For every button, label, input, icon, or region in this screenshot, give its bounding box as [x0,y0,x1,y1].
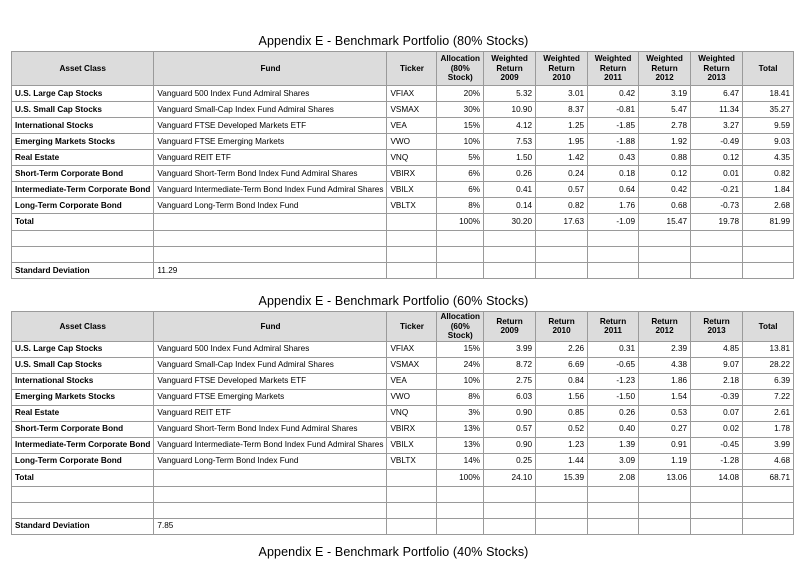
cell-return-2011: -0.81 [588,102,639,118]
table-row [12,166,794,182]
col-return-2012: Return 2012 [639,312,691,342]
table-row [12,421,794,437]
cell-fund: Vanguard FTSE Emerging Markets [154,134,387,150]
cell-return-2010: 1.42 [536,150,588,166]
cell-ticker [387,469,437,486]
col-allocation: Allocation (60% Stock) [437,312,484,342]
cell-ticker: VEA [387,373,437,389]
blank-cell [743,486,794,502]
cell-ticker: VBLTX [387,453,437,469]
cell-return-2010: 0.82 [536,198,588,214]
cell-return-2009: 0.90 [484,405,536,421]
std-dev-value: 7.85 [154,518,387,534]
cell-return-2011: 0.26 [588,405,639,421]
col-fund: Fund [154,52,387,86]
cell-allocation: 6% [437,166,484,182]
std-dev-label: Standard Deviation [12,263,154,279]
cell-return-2012: 0.53 [639,405,691,421]
cell-asset-class: Short-Term Corporate Bond [12,166,154,182]
cell-total: 2.68 [743,198,794,214]
blank-cell [588,247,639,263]
cell-total: 7.22 [743,389,794,405]
blank-cell [437,518,484,534]
cell-allocation: 100% [437,469,484,486]
cell-return-2009: 0.26 [484,166,536,182]
cell-return-2010: 0.52 [536,421,588,437]
cell-return-2009: 0.57 [484,421,536,437]
cell-ticker: VFIAX [387,341,437,357]
cell-fund: Vanguard Long-Term Bond Index Fund [154,198,387,214]
cell-total: 4.68 [743,453,794,469]
cell-return-2010: 0.84 [536,373,588,389]
cell-ticker: VBIRX [387,166,437,182]
blank-cell [12,231,154,247]
cell-return-2009: 30.20 [484,214,536,231]
cell-asset-class: Emerging Markets Stocks [12,134,154,150]
cell-allocation: 3% [437,405,484,421]
table-row [12,86,794,102]
cell-return-2012: 13.06 [639,469,691,486]
cell-fund: Vanguard FTSE Developed Markets ETF [154,373,387,389]
cell-fund: Vanguard Short-Term Bond Index Fund Admiral Shares [154,166,387,182]
cell-return-2012: 0.91 [639,437,691,453]
blank-cell [536,247,588,263]
col-return-2009: Weighted Return 2009 [484,52,536,86]
cell-return-2012: 0.12 [639,166,691,182]
blank-cell [743,247,794,263]
portfolio-60-table [11,311,794,535]
blank-cell [437,247,484,263]
cell-return-2010: 3.01 [536,86,588,102]
col-ticker: Ticker [387,52,437,86]
cell-return-2009: 0.41 [484,182,536,198]
cell-allocation: 5% [437,150,484,166]
cell-allocation: 8% [437,198,484,214]
blank-cell [437,263,484,279]
cell-return-2009: 5.32 [484,86,536,102]
cell-return-2010: 17.63 [536,214,588,231]
blank-cell [437,502,484,518]
cell-return-2009: 2.75 [484,373,536,389]
cell-return-2012: 1.86 [639,373,691,389]
col-return-2013: Return 2013 [691,312,743,342]
cell-asset-class: Long-Term Corporate Bond [12,453,154,469]
cell-return-2010: 1.25 [536,118,588,134]
cell-return-2010: 1.56 [536,389,588,405]
cell-return-2011: 1.76 [588,198,639,214]
cell-total: 28.22 [743,357,794,373]
cell-allocation: 24% [437,357,484,373]
cell-return-2012: 3.19 [639,86,691,102]
blank-cell [639,247,691,263]
cell-allocation: 13% [437,437,484,453]
cell-return-2011: -1.88 [588,134,639,150]
cell-return-2013: 0.01 [691,166,743,182]
cell-return-2011: -1.23 [588,373,639,389]
blank-cell [743,231,794,247]
blank-cell [484,502,536,518]
cell-fund: Vanguard 500 Index Fund Admiral Shares [154,86,387,102]
table-row [12,405,794,421]
blank-cell [536,518,588,534]
col-ticker: Ticker [387,312,437,342]
cell-total: 4.35 [743,150,794,166]
blank-row [12,486,794,502]
blank-cell [691,247,743,263]
portfolio-80-title: Appendix E - Benchmark Portfolio (80% Stocks) [258,34,529,48]
cell-ticker: VEA [387,118,437,134]
cell-total: 9.59 [743,118,794,134]
cell-ticker: VSMAX [387,357,437,373]
total-row [12,214,794,231]
cell-fund: Vanguard Small-Cap Index Fund Admiral Shares [154,102,387,118]
table-row [12,453,794,469]
cell-return-2009: 4.12 [484,118,536,134]
cell-return-2012: 2.39 [639,341,691,357]
cell-return-2011: -1.50 [588,389,639,405]
blank-cell [639,502,691,518]
cell-return-2011: 0.64 [588,182,639,198]
cell-return-2011: -1.09 [588,214,639,231]
blank-cell [691,263,743,279]
cell-fund: Vanguard Intermediate-Term Bond Index Fund Admiral Shares [154,437,387,453]
cell-fund: Vanguard Intermediate-Term Bond Index Fund Admiral Shares [154,182,387,198]
cell-return-2011: 2.08 [588,469,639,486]
cell-asset-class: Total [12,214,154,231]
std-dev-row [12,263,794,279]
table-row [12,134,794,150]
blank-cell [484,518,536,534]
cell-return-2012: 2.78 [639,118,691,134]
cell-return-2012: 5.47 [639,102,691,118]
blank-cell [536,263,588,279]
cell-allocation: 6% [437,182,484,198]
cell-ticker: VNQ [387,405,437,421]
cell-fund: Vanguard FTSE Developed Markets ETF [154,118,387,134]
table-row [12,373,794,389]
std-dev-row [12,518,794,534]
blank-cell [387,486,437,502]
cell-return-2013: -1.28 [691,453,743,469]
cell-ticker: VBIRX [387,421,437,437]
cell-fund [154,469,387,486]
cell-return-2009: 0.90 [484,437,536,453]
col-fund: Fund [154,312,387,342]
col-asset-class: Asset Class [12,312,154,342]
blank-cell [387,231,437,247]
cell-return-2013: 2.18 [691,373,743,389]
cell-asset-class: International Stocks [12,118,154,134]
blank-cell [639,486,691,502]
blank-cell [387,502,437,518]
std-dev-value: 11.29 [154,263,387,279]
blank-cell [639,263,691,279]
cell-return-2010: 0.85 [536,405,588,421]
cell-ticker: VWO [387,134,437,150]
cell-return-2011: -0.65 [588,357,639,373]
cell-return-2009: 10.90 [484,102,536,118]
cell-asset-class: Total [12,469,154,486]
blank-cell [437,231,484,247]
col-return-2010: Weighted Return 2010 [536,52,588,86]
blank-cell [484,247,536,263]
cell-return-2010: 0.24 [536,166,588,182]
cell-return-2010: 1.23 [536,437,588,453]
cell-return-2010: 15.39 [536,469,588,486]
portfolio-80-table [11,51,794,279]
cell-return-2011: 0.31 [588,341,639,357]
cell-return-2011: 3.09 [588,453,639,469]
cell-allocation: 100% [437,214,484,231]
cell-asset-class: U.S. Small Cap Stocks [12,357,154,373]
blank-cell [536,231,588,247]
table-row [12,198,794,214]
cell-return-2013: 0.07 [691,405,743,421]
cell-allocation: 10% [437,373,484,389]
cell-return-2012: 0.88 [639,150,691,166]
cell-asset-class: Intermediate-Term Corporate Bond [12,182,154,198]
portfolio-40-title: Appendix E - Benchmark Portfolio (40% Stocks) [258,545,529,559]
cell-fund: Vanguard REIT ETF [154,150,387,166]
cell-allocation: 15% [437,118,484,134]
cell-allocation: 30% [437,102,484,118]
cell-ticker: VSMAX [387,102,437,118]
cell-return-2013: -0.73 [691,198,743,214]
cell-total: 13.81 [743,341,794,357]
table-row [12,182,794,198]
cell-total: 9.03 [743,134,794,150]
blank-cell [536,502,588,518]
blank-cell [588,486,639,502]
cell-return-2011: 0.18 [588,166,639,182]
cell-fund: Vanguard Small-Cap Index Fund Admiral Shares [154,357,387,373]
cell-return-2013: -0.45 [691,437,743,453]
cell-total: 81.99 [743,214,794,231]
blank-cell [154,486,387,502]
cell-return-2012: 1.19 [639,453,691,469]
cell-fund: Vanguard FTSE Emerging Markets [154,389,387,405]
blank-cell [387,247,437,263]
cell-return-2013: 0.02 [691,421,743,437]
cell-return-2009: 6.03 [484,389,536,405]
cell-asset-class: Long-Term Corporate Bond [12,198,154,214]
cell-return-2009: 8.72 [484,357,536,373]
cell-return-2010: 0.57 [536,182,588,198]
cell-return-2012: 0.42 [639,182,691,198]
cell-return-2009: 7.53 [484,134,536,150]
table-row [12,150,794,166]
cell-ticker: VWO [387,389,437,405]
cell-fund: Vanguard 500 Index Fund Admiral Shares [154,341,387,357]
cell-return-2013: -0.21 [691,182,743,198]
blank-cell [691,502,743,518]
cell-return-2009: 0.25 [484,453,536,469]
blank-cell [588,263,639,279]
cell-ticker: VBILX [387,182,437,198]
portfolio-60-title: Appendix E - Benchmark Portfolio (60% Stocks) [258,294,529,308]
cell-return-2011: 0.42 [588,86,639,102]
blank-cell [154,247,387,263]
col-return-2013: Weighted Return 2013 [691,52,743,86]
col-return-2010: Return 2010 [536,312,588,342]
cell-return-2013: -0.49 [691,134,743,150]
cell-return-2013: 19.78 [691,214,743,231]
cell-return-2013: 3.27 [691,118,743,134]
cell-return-2009: 24.10 [484,469,536,486]
cell-asset-class: International Stocks [12,373,154,389]
cell-return-2009: 0.14 [484,198,536,214]
blank-row [12,247,794,263]
cell-return-2010: 1.95 [536,134,588,150]
blank-cell [639,231,691,247]
col-asset-class: Asset Class [12,52,154,86]
cell-fund: Vanguard Long-Term Bond Index Fund [154,453,387,469]
cell-return-2013: 6.47 [691,86,743,102]
cell-return-2013: 14.08 [691,469,743,486]
cell-total: 0.82 [743,166,794,182]
table-row [12,102,794,118]
header-row [12,312,794,342]
blank-cell [588,502,639,518]
cell-ticker: VBLTX [387,198,437,214]
std-dev-label: Standard Deviation [12,518,154,534]
blank-cell [743,518,794,534]
cell-total: 1.78 [743,421,794,437]
cell-asset-class: U.S. Large Cap Stocks [12,341,154,357]
cell-return-2013: 11.34 [691,102,743,118]
cell-return-2011: 0.40 [588,421,639,437]
col-return-2011: Weighted Return 2011 [588,52,639,86]
table-row [12,341,794,357]
col-return-2012: Weighted Return 2012 [639,52,691,86]
cell-return-2013: -0.39 [691,389,743,405]
cell-return-2009: 3.99 [484,341,536,357]
cell-asset-class: U.S. Small Cap Stocks [12,102,154,118]
blank-cell [484,231,536,247]
cell-return-2011: -1.85 [588,118,639,134]
blank-cell [437,486,484,502]
cell-total: 6.39 [743,373,794,389]
blank-cell [588,518,639,534]
cell-asset-class: U.S. Large Cap Stocks [12,86,154,102]
blank-cell [154,502,387,518]
cell-allocation: 15% [437,341,484,357]
cell-total: 1.84 [743,182,794,198]
blank-cell [387,263,437,279]
blank-cell [12,502,154,518]
cell-return-2012: 0.27 [639,421,691,437]
cell-return-2012: 1.92 [639,134,691,150]
cell-return-2010: 8.37 [536,102,588,118]
cell-return-2010: 6.69 [536,357,588,373]
blank-cell [691,231,743,247]
cell-fund [154,214,387,231]
cell-return-2011: 1.39 [588,437,639,453]
col-total: Total [743,52,794,86]
blank-cell [536,486,588,502]
cell-total: 35.27 [743,102,794,118]
cell-return-2013: 9.07 [691,357,743,373]
cell-allocation: 14% [437,453,484,469]
blank-cell [484,486,536,502]
blank-cell [743,502,794,518]
blank-cell [588,231,639,247]
cell-total: 3.99 [743,437,794,453]
table-row [12,357,794,373]
cell-total: 68.71 [743,469,794,486]
blank-cell [154,231,387,247]
cell-asset-class: Real Estate [12,405,154,421]
cell-return-2013: 0.12 [691,150,743,166]
cell-total: 2.61 [743,405,794,421]
table-row [12,437,794,453]
cell-ticker [387,214,437,231]
col-allocation: Allocation (80% Stock) [437,52,484,86]
cell-total: 18.41 [743,86,794,102]
blank-cell [12,486,154,502]
cell-return-2012: 0.68 [639,198,691,214]
col-total: Total [743,312,794,342]
cell-allocation: 13% [437,421,484,437]
cell-allocation: 10% [437,134,484,150]
table-row [12,389,794,405]
cell-return-2012: 4.38 [639,357,691,373]
cell-return-2011: 0.43 [588,150,639,166]
col-return-2011: Return 2011 [588,312,639,342]
cell-return-2010: 2.26 [536,341,588,357]
cell-asset-class: Intermediate-Term Corporate Bond [12,437,154,453]
table-row [12,118,794,134]
cell-return-2012: 1.54 [639,389,691,405]
cell-fund: Vanguard Short-Term Bond Index Fund Admiral Shares [154,421,387,437]
cell-ticker: VBILX [387,437,437,453]
cell-allocation: 8% [437,389,484,405]
total-row [12,469,794,486]
cell-asset-class: Real Estate [12,150,154,166]
col-return-2009: Return 2009 [484,312,536,342]
blank-cell [12,247,154,263]
cell-return-2013: 4.85 [691,341,743,357]
blank-cell [484,263,536,279]
cell-ticker: VFIAX [387,86,437,102]
blank-cell [691,518,743,534]
cell-return-2010: 1.44 [536,453,588,469]
blank-row [12,231,794,247]
cell-asset-class: Emerging Markets Stocks [12,389,154,405]
blank-cell [691,486,743,502]
cell-allocation: 20% [437,86,484,102]
blank-cell [387,518,437,534]
blank-row [12,502,794,518]
cell-ticker: VNQ [387,150,437,166]
cell-fund: Vanguard REIT ETF [154,405,387,421]
cell-return-2012: 15.47 [639,214,691,231]
cell-asset-class: Short-Term Corporate Bond [12,421,154,437]
blank-cell [743,263,794,279]
cell-return-2009: 1.50 [484,150,536,166]
blank-cell [639,518,691,534]
header-row [12,52,794,86]
